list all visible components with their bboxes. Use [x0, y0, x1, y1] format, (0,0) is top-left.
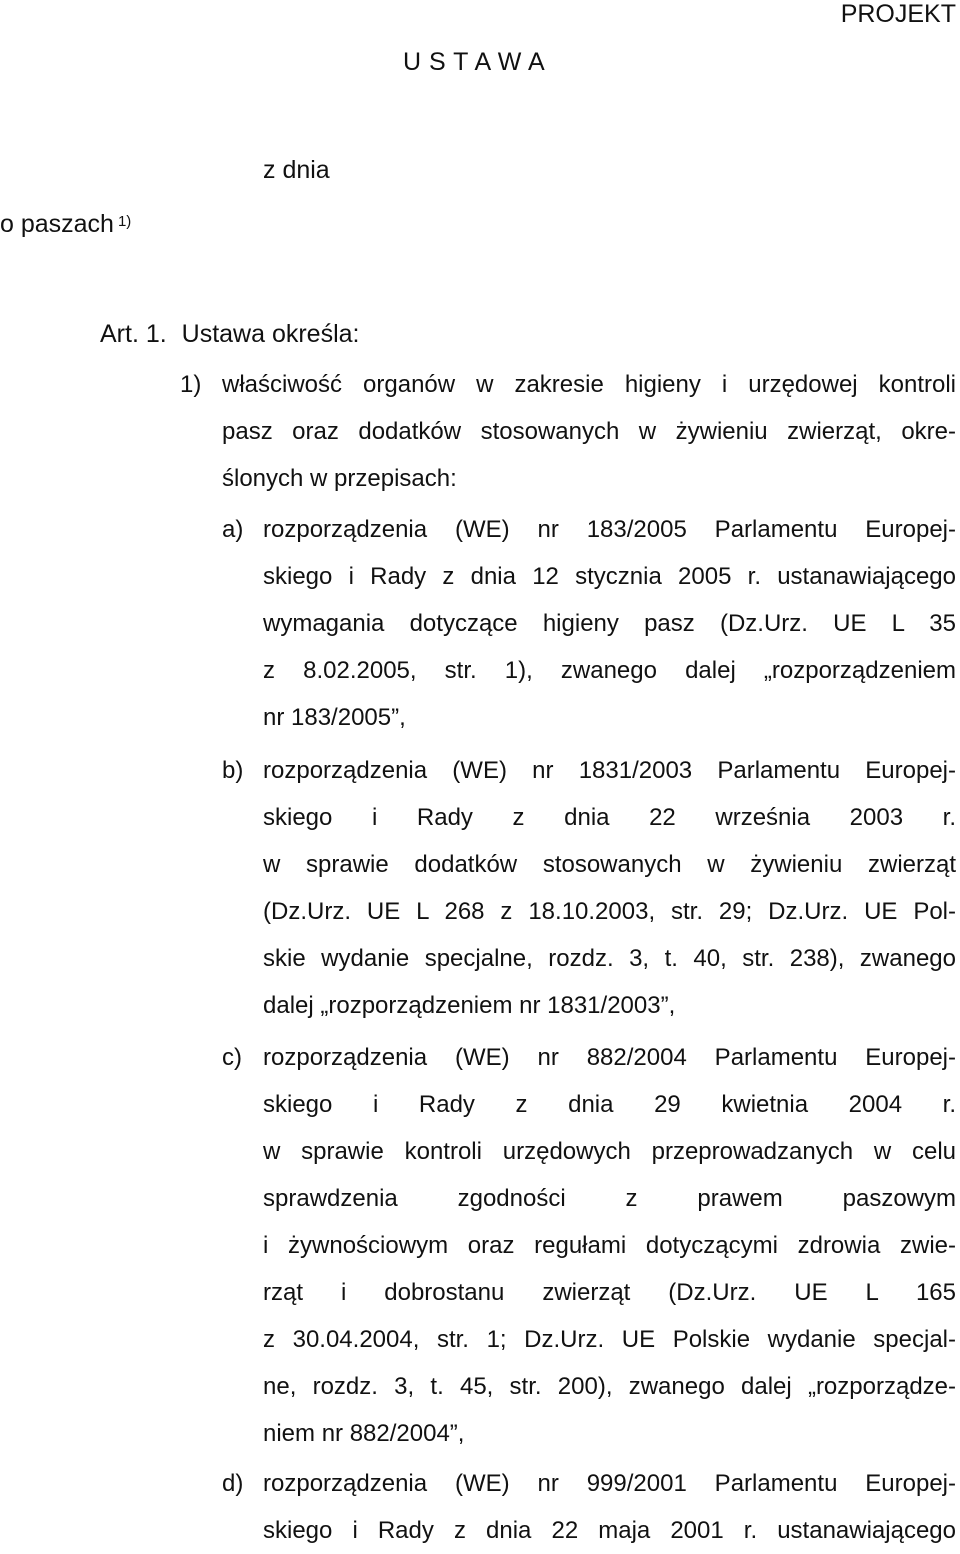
text-line: rozporządzenia (WE) nr 999/2001 Parlamentu Europej-: [263, 1470, 956, 1497]
letter-d-marker: d): [222, 1470, 244, 1497]
letter-d-text: [263, 1460, 956, 1554]
text-line: rozporządzenia (WE) nr 183/2005 Parlamentu Europej-: [263, 516, 956, 543]
text-line: (Dz.Urz. UE L 268 z 18.10.2003, str. 29; Dz.Urz. UE Pol-: [263, 898, 956, 925]
text-line: i żywnościowym oraz regułami dotyczącymi zdrowia zwie-: [263, 1232, 956, 1259]
text-line: w sprawie kontroli urzędowych przeprowadzanych w celu: [263, 1138, 956, 1165]
text-line: skiego i Rady z dnia 12 stycznia 2005 r. ustanawiającego: [263, 563, 956, 590]
text-line: nr 183/2005”,: [263, 704, 406, 731]
act-subject-text: o paszach: [0, 210, 114, 238]
text-line: pasz oraz dodatków stosowanych w żywieniu zwierząt, okre-: [222, 418, 956, 445]
text-line: wymagania dotyczące higieny pasz (Dz.Urz. UE L 35: [263, 610, 956, 637]
text-line: w sprawie dodatków stosowanych w żywieniu zwierząt: [263, 851, 956, 878]
footnote-reference: 1): [117, 213, 132, 230]
letter-b-marker: b): [222, 757, 244, 784]
letter-c-marker: c): [222, 1044, 242, 1071]
text-line: ne, rozdz. 3, t. 45, str. 200), zwanego dalej „rozporządze-: [263, 1373, 956, 1400]
article-1-heading: [100, 320, 360, 349]
text-line: dalej „rozporządzeniem nr 1831/2003”,: [263, 992, 676, 1019]
text-line: skiego i Rady z dnia 22 września 2003 r.: [263, 804, 956, 831]
act-subject: [0, 210, 131, 239]
text-line: sprawdzenia zgodności z prawem paszowym: [263, 1185, 956, 1212]
article-label: Art. 1.: [100, 320, 167, 348]
text-line: właściwość organów w zakresie higieny i urzędowej kontroli: [222, 371, 956, 398]
text-line: z 8.02.2005, str. 1), zwanego dalej „rozporządzeniem: [263, 657, 956, 684]
document-status: PROJEKT: [840, 0, 956, 28]
letter-c-text: [263, 1034, 956, 1457]
date-line: z dnia: [263, 156, 330, 184]
text-line: skiego i Rady z dnia 29 kwietnia 2004 r.: [263, 1091, 956, 1118]
letter-a-text: [263, 506, 956, 741]
document-type-title: U S T A W A: [403, 48, 546, 76]
text-line: rozporządzenia (WE) nr 1831/2003 Parlamentu Europej-: [263, 757, 956, 784]
text-line: rozporządzenia (WE) nr 882/2004 Parlamentu Europej-: [263, 1044, 956, 1071]
text-line: z 30.04.2004, str. 1; Dz.Urz. UE Polskie wydanie specjal-: [263, 1326, 956, 1353]
text-line: skiego i Rady z dnia 22 maja 2001 r. ustanawiającego: [263, 1517, 956, 1544]
point-1-marker: 1): [180, 371, 202, 398]
text-line: rząt i dobrostanu zwierząt (Dz.Urz. UE L 165: [263, 1279, 956, 1306]
article-intro: Ustawa określa:: [181, 320, 360, 348]
point-1-text: [222, 361, 956, 502]
text-line: ślonych w przepisach:: [222, 465, 457, 492]
letter-b-text: [263, 747, 956, 1029]
letter-a-marker: a): [222, 516, 244, 543]
text-line: niem nr 882/2004”,: [263, 1420, 465, 1447]
text-line: skie wydanie specjalne, rozdz. 3, t. 40, str. 238), zwanego: [263, 945, 956, 972]
